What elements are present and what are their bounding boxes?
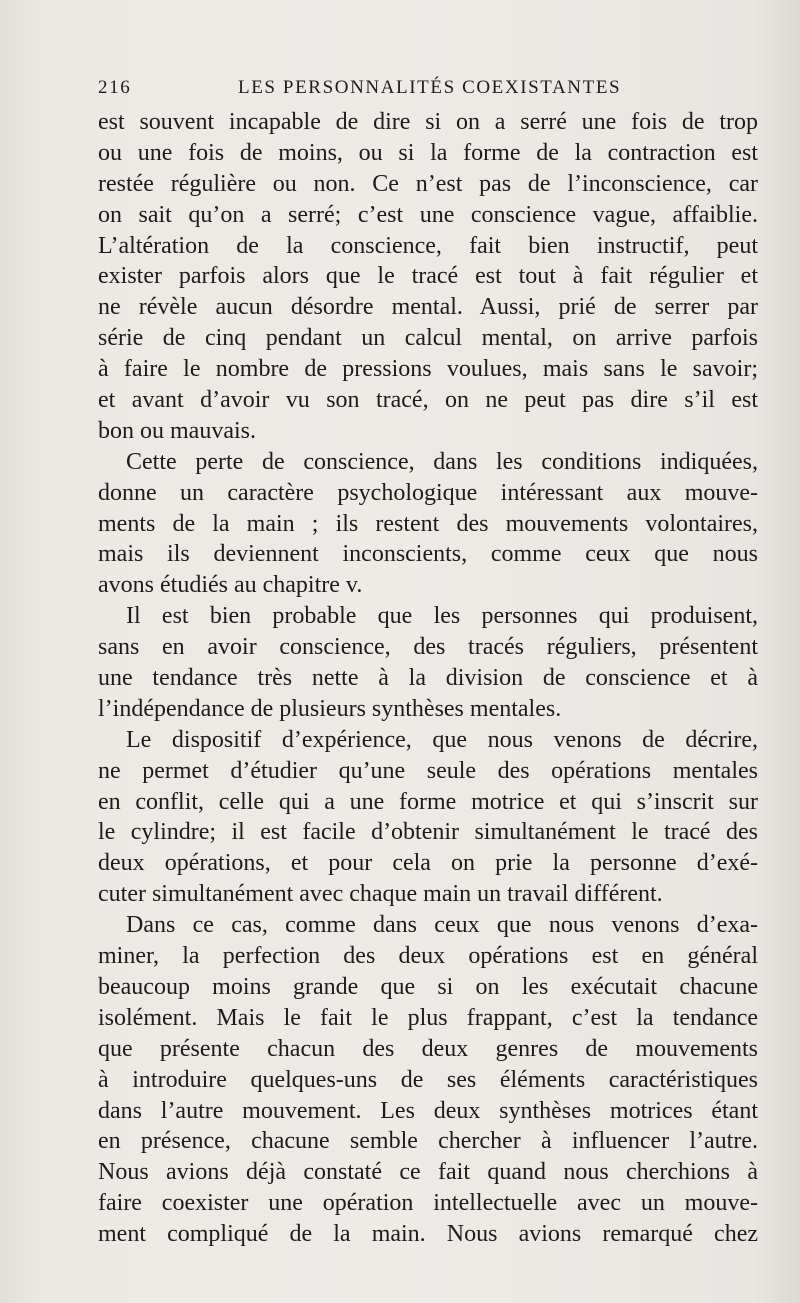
text-line: avons étudiés au chapitre v. (98, 572, 363, 599)
text-line: que présente chacun des deux genres de mouvements (98, 1035, 758, 1062)
text-line: à introduire quelques-uns de ses éléments caractéristiques (98, 1066, 758, 1093)
page-number: 216 (98, 77, 132, 98)
paragraph (98, 910, 758, 1250)
text-line: ments de la main ; ils restent des mouvements volontaires, (98, 510, 758, 537)
text-line: exister parfois alors que le tracé est tout à fait régulier et (98, 263, 758, 290)
paragraph (98, 447, 758, 601)
text-line: est souvent incapable de dire si on a serré une fois de trop (98, 109, 758, 135)
text-line: on sait qu’on a serré; c’est une conscience vague, affaiblie. (98, 201, 758, 228)
text-line: Il est bien probable que les personnes qui produisent, (126, 603, 758, 630)
text-line: le cylindre; il est facile d’obtenir simultanément le tracé des (98, 819, 758, 846)
text-line: l’indépendance de plusieurs synthèses mentales. (98, 695, 562, 722)
body-text (98, 107, 758, 1250)
text-line: ne permet d’étudier qu’une seule des opérations mentales (98, 757, 758, 784)
text-line: et avant d’avoir vu son tracé, on ne peut pas dire s’il est (98, 387, 758, 414)
text-line: Dans ce cas, comme dans ceux que nous venons d’exa- (126, 912, 758, 939)
text-line: bon ou mauvais. (98, 417, 256, 444)
text-line: beaucoup moins grande que si on les exécutait chacune (98, 973, 758, 1000)
text-line: ou une fois de moins, ou si la forme de la contraction est (98, 139, 758, 166)
text-line: à faire le nombre de pressions voulues, mais sans le savoir; (98, 356, 758, 383)
text-line: sans en avoir conscience, des tracés réguliers, présentent (98, 634, 758, 661)
text-line: deux opérations, et pour cela on prie la personne d’exé- (98, 850, 758, 877)
paragraph (98, 601, 758, 725)
text-line: ment compliqué de la main. Nous avions remarqué chez (98, 1221, 758, 1248)
text-line: cuter simultanément avec chaque main un travail différent. (98, 881, 663, 908)
text-line: miner, la perfection des deux opérations est en général (98, 943, 758, 970)
running-title: LES PERSONNALITÉS COEXISTANTES (238, 77, 622, 98)
text-line: une tendance très nette à la division de conscience et à (98, 665, 758, 692)
text-line: faire coexister une opération intellectuelle avec un mouve- (98, 1190, 758, 1217)
text-line: Nous avions déjà constaté ce fait quand nous cherchions à (98, 1159, 758, 1186)
text-line: en présence, chacune semble chercher à influencer l’autre. (98, 1128, 758, 1155)
text-line: en conflit, celle qui a une forme motrice et qui s’inscrit sur (98, 788, 758, 815)
paragraph (98, 107, 758, 447)
text-line: donne un caractère psychologique intéressant aux mouve- (98, 479, 758, 506)
text-line: dans l’autre mouvement. Les deux synthèses motrices étant (98, 1097, 758, 1124)
running-head (98, 74, 758, 102)
text-line: isolément. Mais le fait le plus frappant, c’est la tendance (98, 1004, 758, 1031)
text-line: restée régulière ou non. Ce n’est pas de l’inconscience, car (98, 170, 758, 197)
text-line: L’altération de la conscience, fait bien instructif, peut (98, 232, 758, 259)
text-line: Le dispositif d’expérience, que nous venons de décrire, (126, 726, 758, 753)
paragraph (98, 725, 758, 910)
text-line: Cette perte de conscience, dans les conditions indiquées, (126, 448, 758, 475)
text-line: série de cinq pendant un calcul mental, on arrive parfois (98, 325, 758, 352)
text-line: ne révèle aucun désordre mental. Aussi, prié de serrer par (98, 294, 758, 321)
text-line: mais ils deviennent inconscients, comme ceux que nous (98, 541, 758, 568)
